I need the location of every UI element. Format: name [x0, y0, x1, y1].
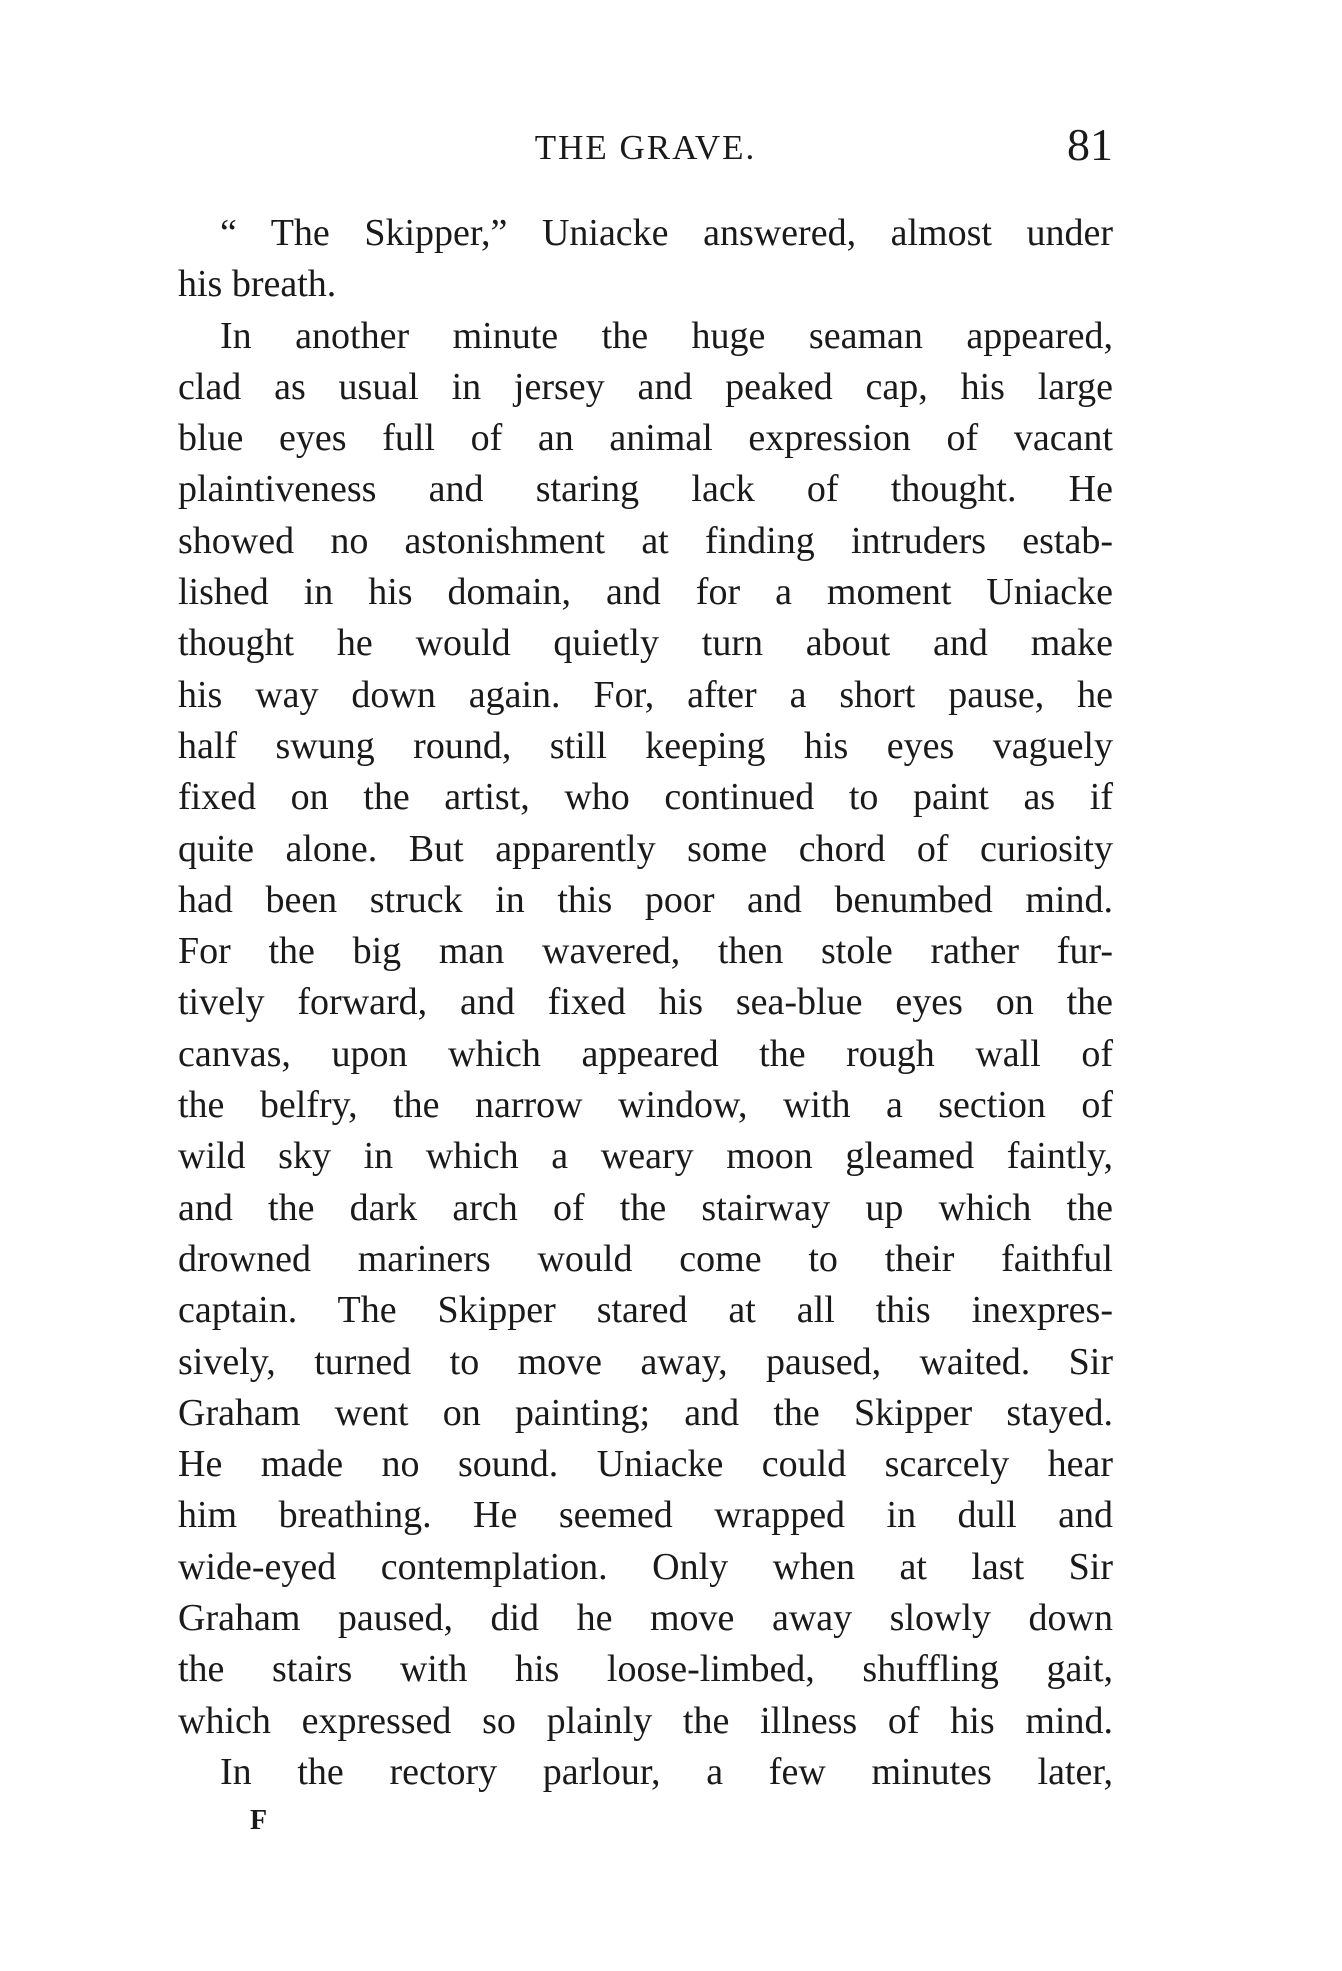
text-line: had been struck in this poor and benumbed mind. — [178, 878, 1113, 921]
text-line: his way down again. For, after a short pause, he — [178, 673, 1113, 716]
text-line: Graham paused, did he move away slowly down — [178, 1597, 1113, 1640]
text-line: drowned mariners would come to their faithful — [178, 1237, 1113, 1280]
text-line: He made no sound. Uniacke could scarcely hear — [178, 1443, 1113, 1486]
text-line: sively, turned to move away, paused, waited. Sir — [178, 1340, 1113, 1383]
text-line: the stairs with his loose-limbed, shuffling gait, — [178, 1648, 1113, 1691]
text-line: fixed on the artist, who continued to paint as if — [178, 776, 1113, 819]
running-title: THE GRAVE. — [534, 128, 757, 167]
body-text — [178, 208, 1113, 1798]
text-line: half swung round, still keeping his eyes vaguely — [178, 724, 1113, 767]
signature-mark: F — [250, 1805, 268, 1836]
text-line: In the rectory parlour, a few minutes later, — [220, 1750, 1113, 1793]
text-line: the belfry, the narrow window, with a section of — [178, 1084, 1113, 1127]
text-line: plaintiveness and staring lack of thought. He — [178, 468, 1113, 511]
text-line: clad as usual in jersey and peaked cap, his large — [178, 365, 1113, 408]
text-line: quite alone. But apparently some chord of curiosity — [178, 827, 1113, 870]
text-line: tively forward, and fixed his sea-blue eyes on the — [178, 981, 1113, 1024]
text-line: wild sky in which a weary moon gleamed faintly, — [178, 1135, 1113, 1178]
text-line: showed no astonishment at finding intruders estab- — [178, 519, 1113, 562]
text-line: which expressed so plainly the illness of his mind. — [178, 1699, 1113, 1742]
text-line: wide-eyed contemplation. Only when at last Sir — [178, 1545, 1113, 1588]
text-line: thought he would quietly turn about and make — [178, 622, 1113, 665]
text-line: canvas, upon which appeared the rough wall of — [178, 1032, 1113, 1075]
text-line: captain. The Skipper stared at all this inexpres- — [178, 1289, 1113, 1332]
text-line: blue eyes full of an animal expression of vacant — [178, 417, 1113, 460]
text-line: For the big man wavered, then stole rather fur- — [178, 930, 1113, 973]
text-line: In another minute the huge seaman appeared, — [220, 314, 1113, 357]
text-line: his breath. — [178, 263, 337, 306]
text-line: lished in his domain, and for a moment Uniacke — [178, 571, 1113, 614]
text-line: him breathing. He seemed wrapped in dull and — [178, 1494, 1113, 1537]
text-line: Graham went on painting; and the Skipper stayed. — [178, 1391, 1113, 1434]
text-line: and the dark arch of the stairway up which the — [178, 1186, 1113, 1229]
running-head — [178, 118, 1113, 178]
text-line: “ The Skipper,” Uniacke answered, almost under — [220, 212, 1113, 254]
page-number: 81 — [1067, 119, 1113, 170]
